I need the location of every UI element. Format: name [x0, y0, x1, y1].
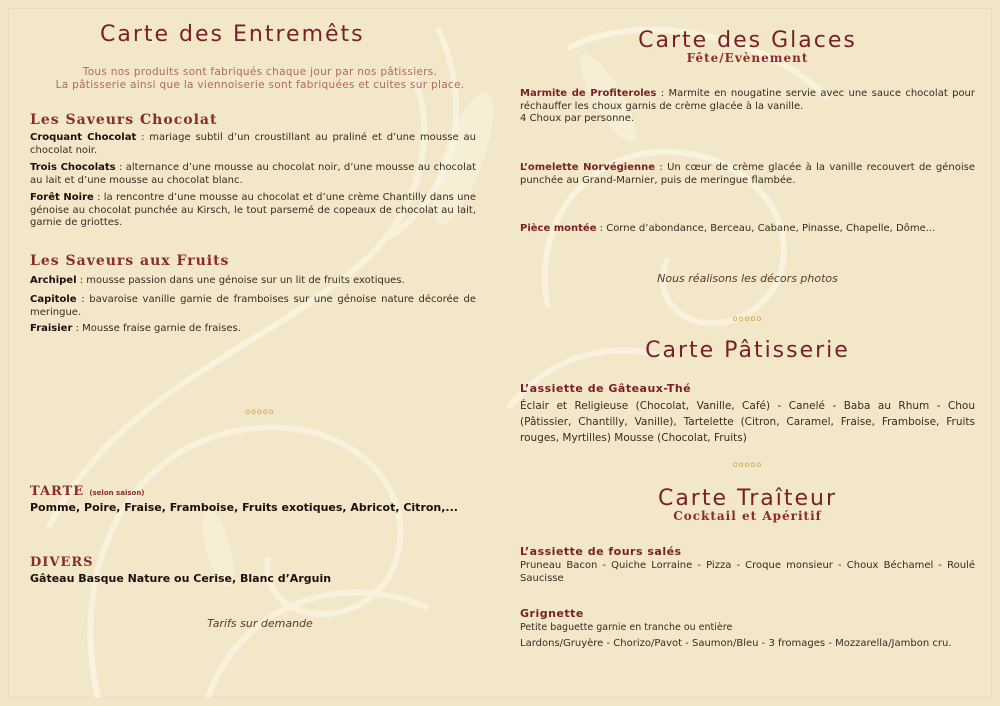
item-piece-montee [520, 223, 975, 236]
tarte-title: TARTE [30, 484, 85, 499]
item-trois-chocolats [30, 162, 476, 187]
item-desc: : Marmite en nougatine servie avec une sauce chocolat pour réchauffer les choux garnis de crème glacée à la vanille. [520, 88, 976, 112]
patisserie-text: Éclair et Religieuse (Chocolat, Vanille, Café) - Canelé - Baba au Rhum - Chou (Pâtissier, Chantilly, Vanille), Tartelette (Citron, Caramel, Fraise, Framboise, Fruits rouges, Myrtilles) Mousse (Chocolat, Fruits) [520, 400, 975, 444]
item-desc: : bavaroise vanille garnie de framboises sur une génoise nature décorée de meringue. [30, 294, 476, 318]
ornament-dots: ooooo [732, 314, 763, 323]
item-capitole [30, 294, 476, 319]
item-name: Marmite de Profiteroles [520, 88, 657, 99]
item-name: Fraisier [30, 323, 73, 334]
tarifs-note: Tarifs sur demande [207, 617, 313, 630]
item-desc: : mariage subtil d’un croustillant au praliné et d’une mousse au chocolat noir. [30, 132, 476, 156]
item-name: L’omelette Norvégienne [520, 162, 656, 173]
item-name: Croquant Chocolat [30, 132, 137, 143]
menu-sheet [8, 8, 992, 698]
item-extra: 4 Choux par personne. [520, 113, 635, 124]
grignette-text: Lardons/Gruyère - Chorizo/Pavot - Saumon/Bleu - 3 fromages - Mozzarella/Jambon cru. [520, 638, 952, 649]
ornament-dots: ooooo [732, 460, 763, 469]
item-desc: : mousse passion dans une génoise sur un lit de fruits exotiques. [76, 275, 405, 286]
item-desc: : Mousse fraise garnie de fraises. [72, 323, 241, 334]
item-name: Forêt Noire [30, 192, 94, 203]
divers-title: DIVERS [30, 555, 94, 570]
item-fraisier [30, 323, 476, 336]
tarte-season-note: (selon saison) [89, 489, 145, 497]
item-name: Trois Chocolats [30, 162, 116, 173]
item-desc: : Un cœur de crème glacée à la vanille recouvert de génoise punchée au Grand-Marnier, puis de meringue flambée. [520, 162, 975, 186]
ornament-dots: ooooo [245, 407, 275, 416]
intro-line-2: La pâtisserie ainsi que la viennoiserie sont fabriquées et cuites sur place. [55, 79, 465, 91]
title-entremets: Carte des Entremêts [100, 22, 365, 47]
traiteur-subtitle: Cocktail et Apéritif [673, 509, 822, 523]
intro-line-1: Tous nos produits sont fabriqués chaque jour par nos pâtissiers. [82, 66, 438, 78]
decors-note: Nous réalisons les décors photos [657, 272, 838, 285]
divers-list: Gâteau Basque Nature ou Cerise, Blanc d’Arguin [30, 572, 332, 585]
item-archipel [30, 275, 476, 288]
title-patisserie: Carte Pâtisserie [645, 338, 850, 363]
fours-text: Pruneau Bacon - Quiche Lorraine - Pizza - Croque monsieur - Choux Béchamel - Roulé Saucisse [520, 560, 975, 584]
item-name: Pièce montée [520, 223, 597, 234]
grignette-title: Grignette [520, 607, 584, 620]
item-desc: : Corne d’abondance, Berceau, Cabane, Pinasse, Chapelle, Dôme... [596, 223, 936, 234]
grignette-sub: Petite baguette garnie en tranche ou entière [520, 622, 733, 633]
traiteur-header [520, 486, 975, 523]
tarte-block [30, 480, 490, 514]
section-fruits-title: Les Saveurs aux Fruits [30, 253, 230, 269]
glaces-header [520, 28, 975, 65]
section-chocolat-title: Les Saveurs Chocolat [30, 112, 218, 128]
item-croquant-chocolat [30, 132, 476, 157]
fours-title: L’assiette de fours salés [520, 545, 682, 558]
glaces-subtitle: Fête/Evènement [686, 51, 809, 65]
item-marmite-profiteroles [520, 88, 975, 126]
item-desc: : alternance d’une mousse au chocolat noir, d’une mousse au chocolat au lait et d’une mousse au chocolat blanc. [30, 162, 477, 186]
intro-text [30, 66, 490, 92]
item-name: Archipel [30, 275, 77, 286]
tarte-list: Pomme, Poire, Fraise, Framboise, Fruits exotiques, Abricot, Citron,... [30, 501, 458, 514]
patisserie-heading: L’assiette de Gâteaux-Thé [520, 382, 692, 395]
item-desc: : la rencontre d’une mousse au chocolat et d’une crème Chantilly dans une génoise au chocolat punchée au Kirsch, le tout parsemé de copeaux de chocolat au lait, garnie de griottes. [30, 192, 476, 228]
title-traiteur: Carte Traîteur [657, 486, 838, 511]
item-foret-noire [30, 192, 476, 230]
divers-block [30, 555, 490, 585]
item-name: Capitole [30, 294, 77, 305]
title-glaces: Carte des Glaces [638, 28, 857, 53]
item-omelette-norvegienne [520, 162, 975, 187]
